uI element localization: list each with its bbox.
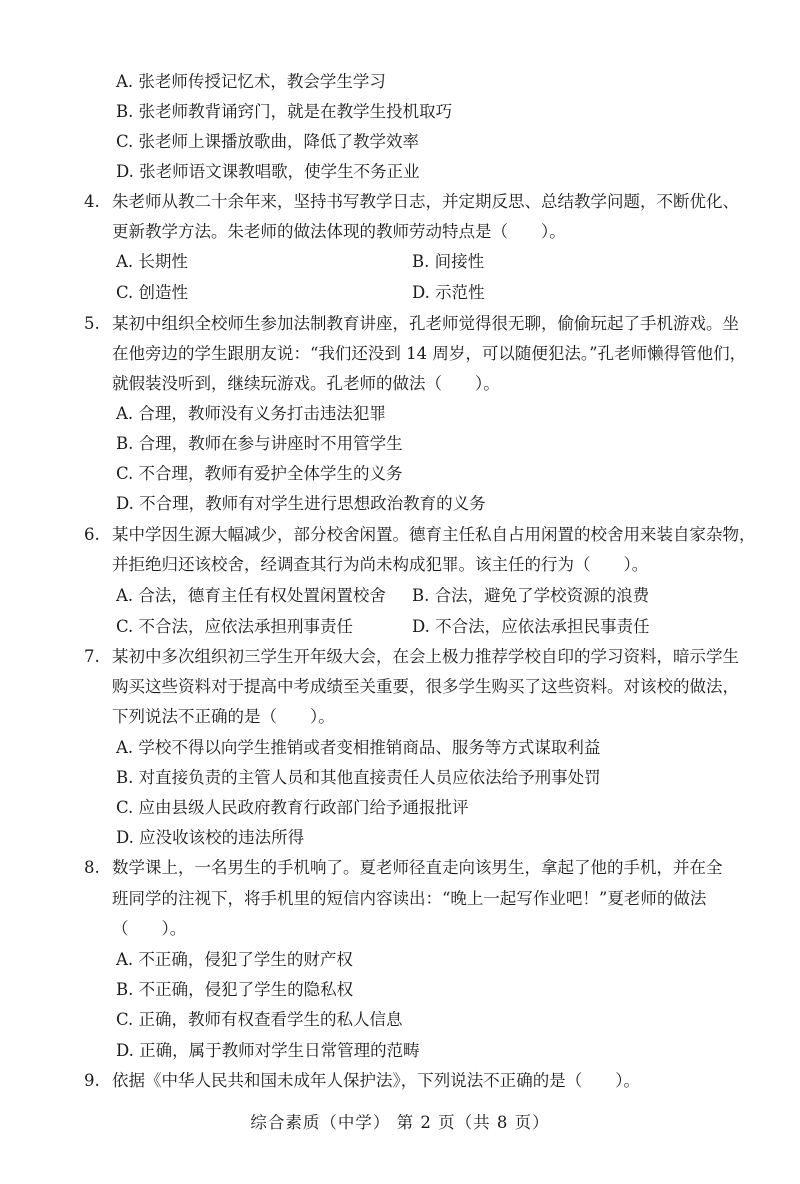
q3-option-a: A. 张老师传授记忆术，教会学生学习	[116, 72, 386, 91]
q9-number: 9.	[84, 1071, 100, 1090]
q7-option-c: C. 应由县级人民政府教育行政部门给予通报批评	[116, 798, 469, 817]
q8-option-a: A. 不正确，侵犯了学生的财产权	[116, 950, 353, 969]
q6-option-c: C. 不合法，应依法承担刑事责任	[116, 617, 354, 636]
q3-option-b: B. 张老师教背诵窍门，就是在教学生投机取巧	[116, 102, 453, 121]
q4-number: 4.	[84, 192, 100, 211]
q8-number: 8.	[84, 858, 100, 877]
q9-text-line1: 依据《中华人民共和国未成年人保护法》，下列说法不正确的是（ ）。	[112, 1071, 640, 1090]
q8-stem	[84, 857, 723, 879]
q8-option-d: D. 正确，属于教师对学生日常管理的范畴	[116, 1041, 420, 1060]
q7-option-a: A. 学校不得以向学生推销或者变相推销商品、服务等方式谋取利益	[116, 738, 601, 757]
q6-option-b: B. 合法，避免了学校资源的浪费	[412, 586, 650, 605]
q6-text-line2: 并拒绝归还该校舍，经调查其行为尚未构成犯罪。该主任的行为（ ）。	[112, 555, 649, 574]
q7-text-line2: 购买这些资料对于提高中考成绩至关重要，很多学生购买了这些资料。对该校的做法，	[112, 677, 739, 696]
q8-option-b: B. 不正确，侵犯了学生的隐私权	[116, 980, 354, 999]
q5-text-line3: 就假装没听到，继续玩游戏。孔老师的做法（ ）。	[112, 374, 500, 393]
q4-stem	[84, 191, 739, 213]
q4-option-c: C. 创造性	[116, 283, 189, 302]
q6-option-a: A. 合法，德育主任有权处置闲置校舍	[116, 586, 386, 605]
q6-option-d: D. 不合法，应依法承担民事责任	[412, 617, 650, 636]
q5-option-d: D. 不合理，教师有对学生进行思想政治教育的义务	[116, 494, 486, 513]
q5-option-b: B. 合理，教师在参与讲座时不用管学生	[116, 434, 403, 453]
q7-option-d: D. 应没收该校的违法所得	[116, 828, 305, 847]
q4-option-d: D. 示范性	[412, 283, 485, 302]
q4-text-line1: 朱老师从教二十余年来，坚持书写教学日志，并定期反思、总结教学问题，不断优化、	[112, 192, 739, 211]
q5-option-c: C. 不合理，教师有爱护全体学生的义务	[116, 464, 403, 483]
q6-stem	[84, 524, 756, 546]
q7-option-b: B. 对直接负责的主管人员和其他直接责任人员应依法给予刑事处罚	[116, 768, 601, 787]
q8-text-line1: 数学课上，一名男生的手机响了。夏老师径直走向该男生，拿起了他的手机，并在全	[112, 858, 723, 877]
q9-stem	[84, 1070, 640, 1092]
q4-option-a: A. 长期性	[116, 252, 188, 271]
q5-stem	[84, 313, 739, 335]
q5-option-a: A. 合理，教师没有义务打击违法犯罪	[116, 404, 386, 423]
q8-text-line3: （ ）。	[112, 919, 187, 938]
q6-text-line1: 某中学因生源大幅减少，部分校舍闲置。德育主任私自占用闲置的校舍用来装自家杂物，	[112, 525, 756, 544]
q4-option-b: B. 间接性	[412, 252, 485, 271]
q7-stem	[84, 646, 739, 668]
q8-text-line2: 班同学的注视下，将手机里的短信内容读出：“晚上一起写作业吧！”夏老师的做法	[112, 889, 707, 908]
q7-text-line1: 某初中多次组织初三学生开年级大会，在会上极力推荐学校自印的学习资料，暗示学生	[112, 647, 739, 666]
q5-number: 5.	[84, 314, 100, 333]
q7-number: 7.	[84, 647, 100, 666]
q3-option-d: D. 张老师语文课教唱歌，使学生不务正业	[116, 162, 420, 181]
q5-text-line1: 某初中组织全校师生参加法制教育讲座，孔老师觉得很无聊，偷偷玩起了手机游戏。坐	[112, 314, 739, 333]
q4-text-line2: 更新教学方法。朱老师的做法体现的教师劳动特点是（ ）。	[112, 222, 566, 241]
q3-option-c: C. 张老师上课播放歌曲，降低了教学效率	[116, 132, 420, 151]
q6-number: 6.	[84, 525, 100, 544]
page-footer: 综合素质（中学） 第 2 页（共 8 页）	[250, 1113, 550, 1132]
q5-text-line2: 在他旁边的学生跟朋友说：“我们还没到 14 周岁，可以随便犯法。”孔老师懒得管他们，	[112, 344, 747, 363]
q7-text-line3: 下列说法不正确的是（ ）。	[112, 707, 335, 726]
q8-option-c: C. 正确，教师有权查看学生的私人信息	[116, 1010, 403, 1029]
